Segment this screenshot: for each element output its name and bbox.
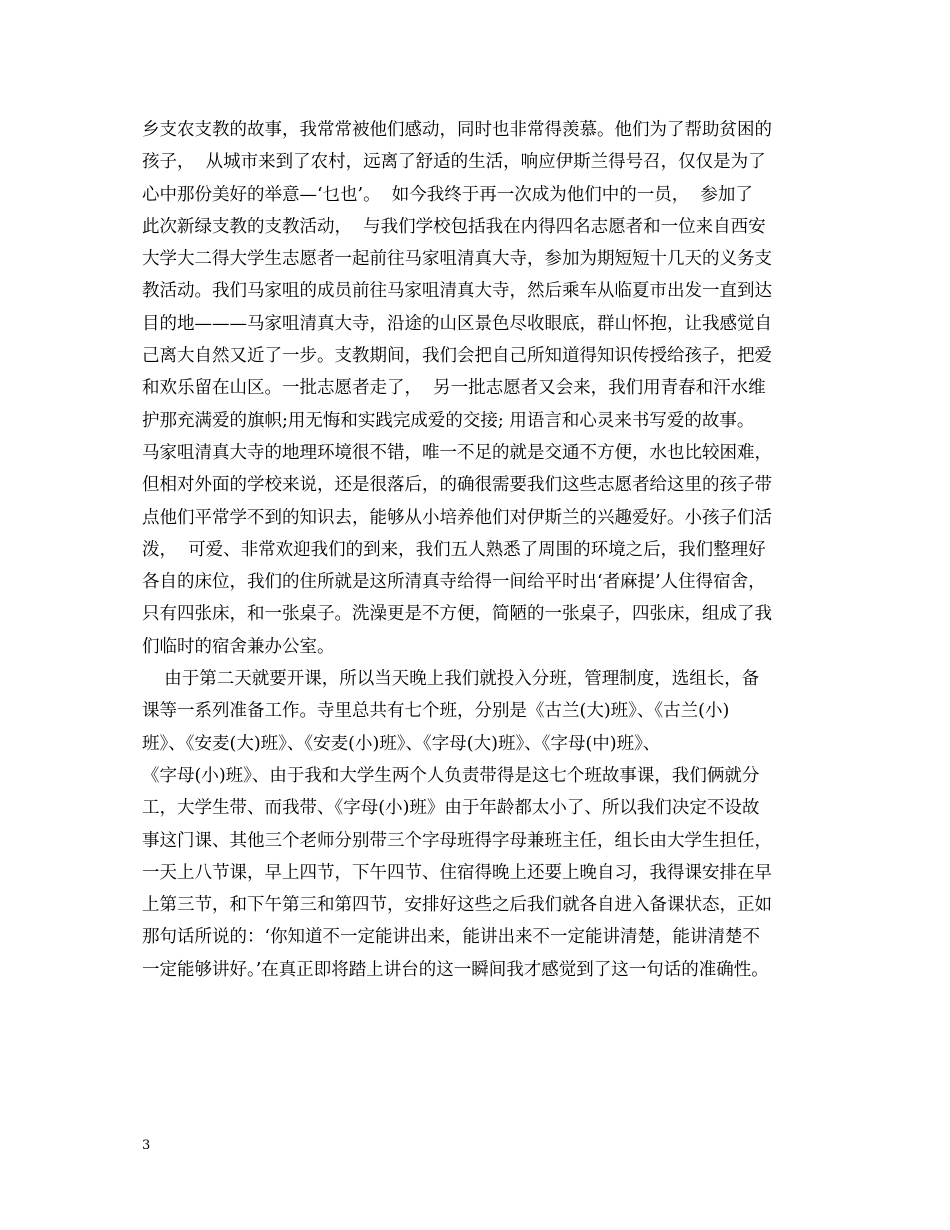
text-line: 马家咀清真大寺的地理环境很不错，唯一不足的就是交通不方便，水也比较困难， — [142, 442, 772, 463]
body-text — [142, 114, 842, 986]
text-line: 课等一系列准备工作。寺里总共有七个班，分别是《古兰(大)班》、《古兰(小) — [142, 701, 730, 722]
text-line: 大学大二得大学生志愿者一起前往马家咀清真大寺，参加为期短短十几天的义务支 — [142, 249, 772, 270]
text-line: 泼， 可爱、非常欢迎我们的到来，我们五人熟悉了周围的环境之后，我们整理好 — [142, 539, 766, 560]
text-line: 孩子， 从城市来到了农村，远离了舒适的生活，响应伊斯兰得号召，仅仅是为了 — [142, 152, 766, 173]
paragraph-2 — [142, 663, 842, 986]
text-line: 事这门课、其他三个老师分别带三个字母班得字母兼班主任，组长由大学生担任， — [142, 830, 772, 851]
text-line: 一天上八节课，早上四节，下午四节、住宿得晚上还要上晚自习，我得课安排在早 — [142, 862, 772, 883]
text-line: 各自的床位，我们的住所就是这所清真寺给得一间给平时出‘者麻提’人住得宿舍， — [142, 572, 766, 593]
text-line: 教活动。我们马家咀的成员前往马家咀清真大寺，然后乘车从临夏市出发一直到达 — [142, 281, 772, 302]
text-line: 点他们平常学不到的知识去，能够从小培养他们对伊斯兰的兴趣爱好。小孩子们活 — [142, 507, 772, 528]
page-number: 3 — [142, 1138, 151, 1153]
text-line: 护那充满爱的旗帜;用无悔和实践完成爱的交接; 用语言和心灵来书写爱的故事。 — [142, 410, 755, 431]
text-line: 只有四张床，和一张桌子。洗澡更是不方便，简陋的一张桌子，四张床，组成了我 — [142, 604, 772, 625]
text-line: 此次新绿支教的支教活动， 与我们学校包括我在内得四名志愿者和一位来自西安 — [142, 216, 766, 237]
text-line: 乡支农支教的故事，我常常被他们感动，同时也非常得羡慕。他们为了帮助贫困的 — [142, 120, 772, 140]
text-line: 目的地———马家咀清真大寺，沿途的山区景色尽收眼底，群山怀抱，让我感觉自 — [142, 313, 772, 334]
text-line: 和欢乐留在山区。一批志愿者走了， 另一批志愿者又会来，我们用青春和汗水维 — [142, 378, 766, 399]
text-line: 们临时的宿舍兼办公室。 — [142, 636, 335, 657]
text-line: 班》、《安麦(大)班》、《安麦(小)班》、《字母(大)班》、《字母(中)班》、 — [142, 733, 661, 754]
text-line: 工，大学生带、而我带、《字母(小)班》由于年龄都太小了、所以我们决定不设故 — [142, 798, 760, 819]
text-line: 《字母(小)班》、由于我和大学生两个人负责带得是这七个班故事课，我们俩就分 — [142, 765, 760, 786]
text-line: 上第三节，和下午第三和第四节，安排好这些之后我们就各自进入备课状态，正如 — [142, 895, 772, 916]
text-line: 一定能够讲好。’在真正即将踏上讲台的这一瞬间我才感觉到了这一句话的准确性。 — [142, 959, 769, 980]
text-line: 己离大自然又近了一步。支教期间，我们会把自己所知道得知识传授给孩子，把爱 — [142, 346, 772, 367]
paragraph-1 — [142, 114, 842, 663]
text-line: 由于第二天就要开课，所以当天晚上我们就投入分班，管理制度，选组长，备 — [142, 669, 760, 690]
text-line: 心中那份美好的举意—‘乜也’。 如今我终于再一次成为他们中的一员， 参加了 — [142, 184, 753, 205]
text-line: 那句话所说的：‘你知道不一定能讲出来，能讲出来不一定能讲清楚，能讲清楚不 — [142, 927, 761, 948]
text-line: 但相对外面的学校来说，还是很落后，的确很需要我们这些志愿者给这里的孩子带 — [142, 475, 772, 496]
